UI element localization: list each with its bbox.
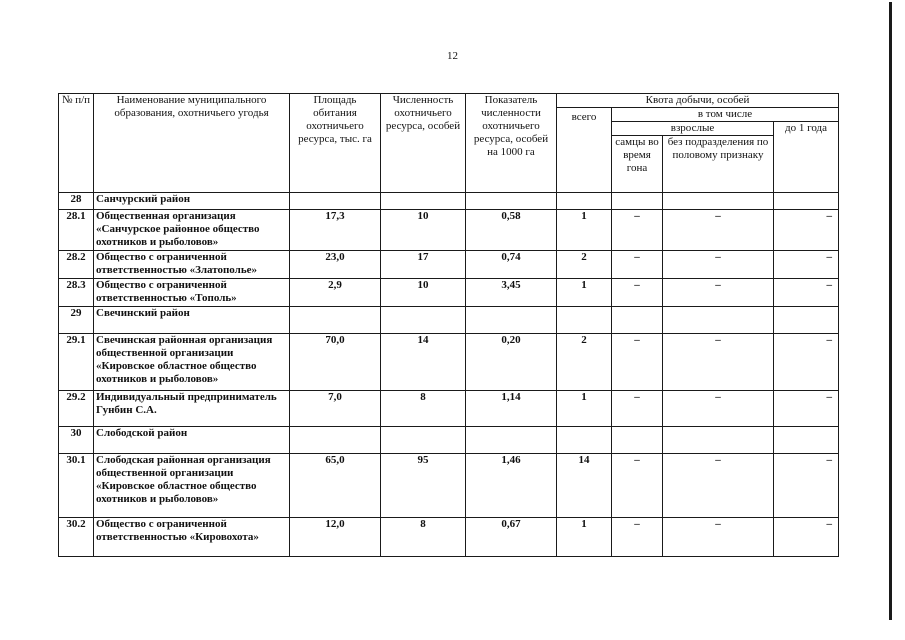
index-cell: 0,20 — [466, 334, 557, 391]
total-cell: 14 — [557, 454, 612, 518]
row-name: Слободской район — [94, 427, 290, 454]
population-cell: 14 — [381, 334, 466, 391]
population-cell: 17 — [381, 251, 466, 279]
row-name: Общество с ограниченной ответственностью «Кировохота» — [94, 518, 290, 557]
index-cell: 0,74 — [466, 251, 557, 279]
under1-cell — [774, 427, 839, 454]
header-area: Площадь обитания охотничьего ресурса, тыс. га — [290, 94, 381, 193]
row-number: 29.1 — [59, 334, 94, 391]
under1-cell: – — [774, 518, 839, 557]
males-cell: – — [612, 391, 663, 427]
total-cell: 1 — [557, 279, 612, 307]
no-division-cell: – — [663, 454, 774, 518]
table-row — [59, 279, 839, 307]
index-cell: 0,67 — [466, 518, 557, 557]
population-cell — [381, 427, 466, 454]
row-name: Свечинская районная организация общественной организации «Кировское областное общество охотников и рыболовов» — [94, 334, 290, 391]
index-cell — [466, 193, 557, 210]
district-row — [59, 307, 839, 334]
row-number: 28.2 — [59, 251, 94, 279]
under1-cell: – — [774, 210, 839, 251]
males-cell: – — [612, 518, 663, 557]
scan-edge-line — [889, 2, 892, 620]
header-quota: Квота добычи, особей — [557, 94, 839, 108]
population-cell: 8 — [381, 391, 466, 427]
row-name: Общественная организация «Санчурское районное общество охотников и рыболовов» — [94, 210, 290, 251]
no-division-cell: – — [663, 251, 774, 279]
table-row — [59, 251, 839, 279]
table-row — [59, 334, 839, 391]
index-cell: 1,14 — [466, 391, 557, 427]
row-name: Индивидуальный предприниматель Гунбин С.А. — [94, 391, 290, 427]
row-name: Свечинский район — [94, 307, 290, 334]
total-cell: 1 — [557, 391, 612, 427]
row-number: 28.3 — [59, 279, 94, 307]
males-cell — [612, 193, 663, 210]
row-name: Общество с ограниченной ответственностью «Тополь» — [94, 279, 290, 307]
district-row — [59, 193, 839, 210]
table-row — [59, 454, 839, 518]
males-cell: – — [612, 334, 663, 391]
row-number: 28 — [59, 193, 94, 210]
males-cell — [612, 307, 663, 334]
table-row — [59, 391, 839, 427]
index-cell: 1,46 — [466, 454, 557, 518]
total-cell: 2 — [557, 251, 612, 279]
area-cell — [290, 427, 381, 454]
total-cell — [557, 307, 612, 334]
index-cell: 3,45 — [466, 279, 557, 307]
area-cell — [290, 307, 381, 334]
no-division-cell — [663, 193, 774, 210]
population-cell: 10 — [381, 210, 466, 251]
under1-cell: – — [774, 251, 839, 279]
table-row — [59, 210, 839, 251]
area-cell: 65,0 — [290, 454, 381, 518]
index-cell — [466, 427, 557, 454]
area-cell: 12,0 — [290, 518, 381, 557]
population-cell: 8 — [381, 518, 466, 557]
under1-cell: – — [774, 279, 839, 307]
males-cell: – — [612, 279, 663, 307]
under1-cell: – — [774, 454, 839, 518]
header-index: Показатель численности охотничьего ресурса, особей на 1000 га — [466, 94, 557, 193]
header-population: Численность охотничьего ресурса, особей — [381, 94, 466, 193]
district-row — [59, 427, 839, 454]
males-cell: – — [612, 454, 663, 518]
index-cell: 0,58 — [466, 210, 557, 251]
no-division-cell — [663, 307, 774, 334]
total-cell: 1 — [557, 210, 612, 251]
header-row-1 — [59, 94, 839, 108]
row-name: Санчурский район — [94, 193, 290, 210]
no-division-cell: – — [663, 279, 774, 307]
under1-cell: – — [774, 334, 839, 391]
row-name: Общество с ограниченной ответственностью «Златополье» — [94, 251, 290, 279]
population-cell — [381, 193, 466, 210]
males-cell: – — [612, 251, 663, 279]
males-cell: – — [612, 210, 663, 251]
header-including: в том числе — [612, 108, 839, 122]
no-division-cell: – — [663, 518, 774, 557]
header-num: № п/п — [59, 94, 94, 193]
header-total: всего — [557, 108, 612, 193]
no-division-cell — [663, 427, 774, 454]
header-adults: взрослые — [612, 122, 774, 136]
under1-cell — [774, 193, 839, 210]
table-row — [59, 518, 839, 557]
row-number: 30.1 — [59, 454, 94, 518]
page-number: 12 — [447, 50, 458, 62]
area-cell — [290, 193, 381, 210]
total-cell: 2 — [557, 334, 612, 391]
header-males: самцы во время гона — [612, 136, 663, 193]
row-number: 28.1 — [59, 210, 94, 251]
row-number: 30.2 — [59, 518, 94, 557]
quota-table — [58, 93, 839, 557]
area-cell: 7,0 — [290, 391, 381, 427]
area-cell: 17,3 — [290, 210, 381, 251]
index-cell — [466, 307, 557, 334]
row-name: Слободская районная организация общественной организации «Кировское областное общество охотников и рыболовов» — [94, 454, 290, 518]
row-number: 29 — [59, 307, 94, 334]
row-number: 30 — [59, 427, 94, 454]
header-name: Наименование муниципального образования, охотничьего угодья — [94, 94, 290, 193]
population-cell — [381, 307, 466, 334]
area-cell: 70,0 — [290, 334, 381, 391]
area-cell: 23,0 — [290, 251, 381, 279]
header-no-division: без подразделения по половому признаку — [663, 136, 774, 193]
total-cell — [557, 193, 612, 210]
total-cell — [557, 427, 612, 454]
no-division-cell: – — [663, 391, 774, 427]
population-cell: 10 — [381, 279, 466, 307]
under1-cell — [774, 307, 839, 334]
no-division-cell: – — [663, 334, 774, 391]
row-number: 29.2 — [59, 391, 94, 427]
population-cell: 95 — [381, 454, 466, 518]
header-under1: до 1 года — [774, 122, 839, 193]
area-cell: 2,9 — [290, 279, 381, 307]
no-division-cell: – — [663, 210, 774, 251]
total-cell: 1 — [557, 518, 612, 557]
under1-cell: – — [774, 391, 839, 427]
males-cell — [612, 427, 663, 454]
